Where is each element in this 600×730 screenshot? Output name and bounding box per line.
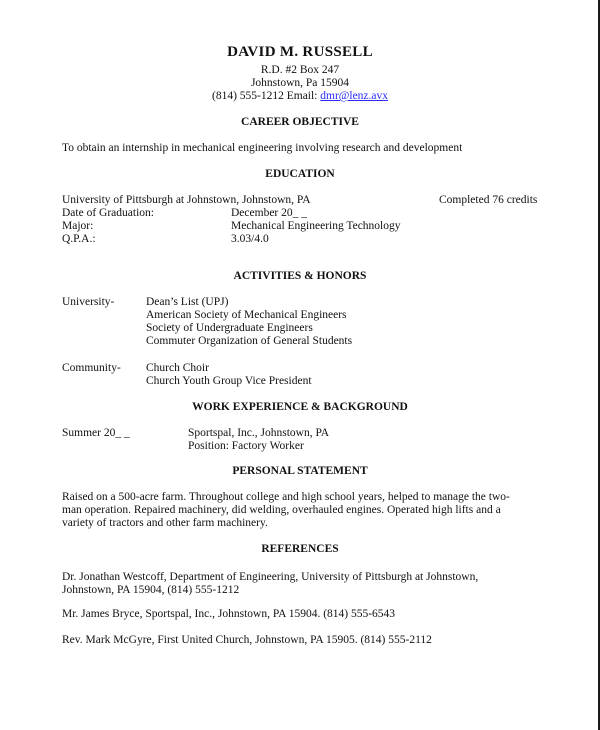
work-date: Summer 20_ _ [62, 427, 130, 439]
work-heading: WORK EXPERIENCE & BACKGROUND [192, 401, 408, 413]
personal-statement-heading: PERSONAL STATEMENT [232, 465, 368, 477]
activity-item: American Society of Mechanical Engineers [146, 309, 347, 321]
activity-item: Dean’s List (UPJ) [146, 296, 229, 308]
work-position: Position: Factory Worker [188, 440, 304, 452]
activities-heading: ACTIVITIES & HONORS [233, 270, 367, 282]
work-employer: Sportspal, Inc., Johnstown, PA [188, 427, 330, 439]
resume-name: DAVID M. RUSSELL [227, 44, 373, 60]
education-credits: Completed 76 credits [439, 194, 538, 206]
activity-item: Commuter Organization of General Students [146, 335, 353, 347]
community-label: Community- [62, 362, 121, 374]
contact-line [0, 90, 600, 103]
career-objective-heading: CAREER OBJECTIVE [241, 116, 359, 128]
email-link[interactable]: dmr@lenz.avx [320, 90, 389, 102]
references-heading: REFERENCES [261, 543, 339, 555]
university-label: University- [62, 296, 115, 308]
reference-line: Rev. Mark McGyre, First United Church, Johnstown, PA 15905. (814) 555-2112 [62, 634, 432, 646]
education-value: 3.03/4.0 [231, 233, 269, 245]
career-objective-text: To obtain an internship in mechanical engineering involving research and development [62, 142, 463, 154]
reference-line: Dr. Jonathan Westcoff, Department of Engineering, University of Pittsburgh at Johnstown, [62, 571, 479, 583]
education-label: Date of Graduation: [62, 207, 154, 219]
education-value: Mechanical Engineering Technology [231, 220, 401, 232]
activity-item: Church Choir [146, 362, 209, 374]
activity-item: Society of Undergraduate Engineers [146, 322, 313, 334]
education-label: Major: [62, 220, 94, 232]
education-heading: EDUCATION [265, 168, 335, 180]
personal-statement-line: Raised on a 500-acre farm. Throughout college and high school years, helped to manage the two- [62, 491, 510, 503]
education-value: December 20_ _ [231, 207, 307, 219]
address-line-2: Johnstown, Pa 15904 [250, 77, 350, 89]
personal-statement-line: variety of tractors and other farm machinery. [62, 517, 268, 529]
reference-line: Mr. James Bryce, Sportspal, Inc., Johnstown, PA 15904. (814) 555-6543 [62, 608, 396, 620]
address-line-1: R.D. #2 Box 247 [260, 64, 340, 76]
education-school: University of Pittsburgh at Johnstown, Johnstown, PA [62, 194, 311, 206]
personal-statement-line: man operation. Repaired machinery, did welding, overhauled engines. Operated high lifts and a [62, 504, 501, 516]
education-label: Q.P.A.: [62, 233, 96, 245]
reference-line: Johnstown, PA 15904, (814) 555-1212 [62, 584, 240, 596]
activity-item: Church Youth Group Vice President [146, 375, 312, 387]
phone-label: (814) 555-1212 Email: [211, 90, 321, 102]
